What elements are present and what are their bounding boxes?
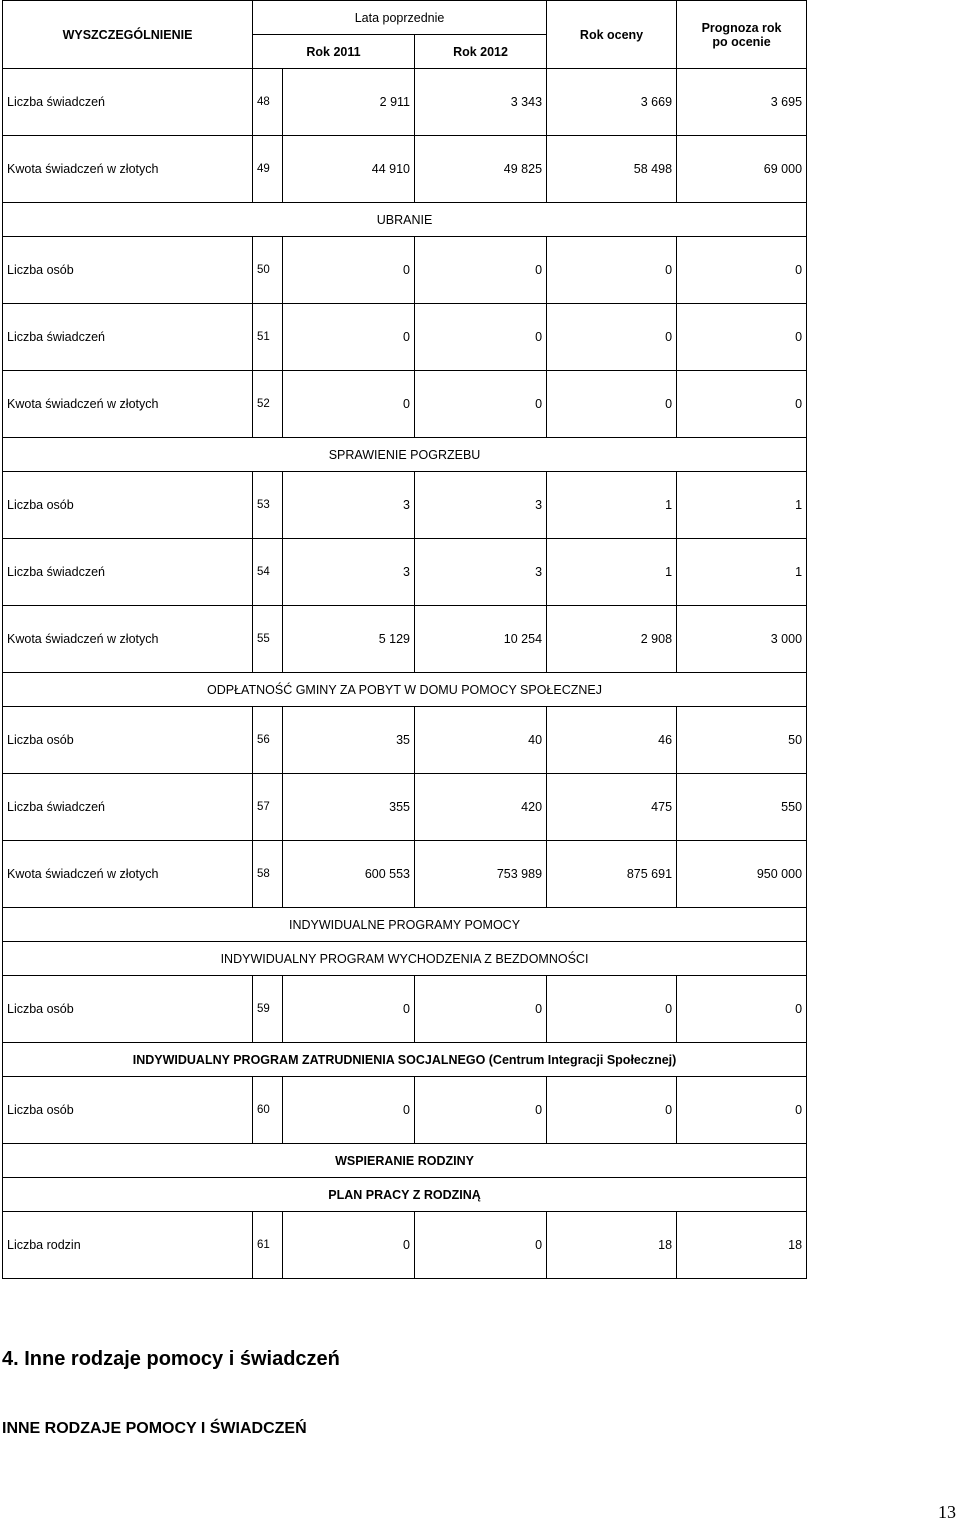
value-2012: 0 (415, 304, 547, 371)
row-label: Kwota świadczeń w złotych (3, 371, 253, 438)
value-2011: 35 (283, 707, 415, 774)
value-2012: 0 (415, 1077, 547, 1144)
table-row (3, 976, 807, 1043)
value-forecast: 0 (677, 371, 807, 438)
section-row (3, 942, 807, 976)
row-label: Liczba osób (3, 237, 253, 304)
header-forecast-line2: po ocenie (712, 34, 771, 49)
value-rating-year: 1 (547, 472, 677, 539)
row-code: 58 (253, 841, 283, 908)
row-code: 50 (253, 237, 283, 304)
value-rating-year: 475 (547, 774, 677, 841)
value-2011: 0 (283, 1077, 415, 1144)
value-forecast: 18 (677, 1212, 807, 1279)
section-title: WSPIERANIE RODZINY (3, 1144, 807, 1178)
value-forecast: 0 (677, 237, 807, 304)
value-forecast: 0 (677, 976, 807, 1043)
section-heading: 4. Inne rodzaje pomocy i świadczeń (2, 1348, 340, 1370)
table-row (3, 539, 807, 606)
value-2011: 600 553 (283, 841, 415, 908)
row-code: 61 (253, 1212, 283, 1279)
value-rating-year: 875 691 (547, 841, 677, 908)
row-code: 52 (253, 371, 283, 438)
value-2011: 0 (283, 1212, 415, 1279)
header-forecast (677, 1, 807, 69)
sub-heading: INNE RODZAJE POMOCY I ŚWIADCZEŃ (2, 1420, 307, 1437)
value-forecast: 950 000 (677, 841, 807, 908)
header-year-2012: Rok 2012 (415, 35, 547, 69)
table-row (3, 371, 807, 438)
value-2011: 0 (283, 976, 415, 1043)
value-rating-year: 0 (547, 1077, 677, 1144)
value-2011: 3 (283, 472, 415, 539)
section-title: INDYWIDUALNY PROGRAM ZATRUDNIENIA SOCJALNEGO (Centrum Integracji Społecznej) (3, 1043, 807, 1077)
value-rating-year: 2 908 (547, 606, 677, 673)
row-code: 49 (253, 136, 283, 203)
value-2011: 44 910 (283, 136, 415, 203)
section-row (3, 1178, 807, 1212)
value-2012: 0 (415, 1212, 547, 1279)
value-forecast: 3 000 (677, 606, 807, 673)
statistics-table (2, 0, 807, 1279)
value-2012: 49 825 (415, 136, 547, 203)
value-forecast: 550 (677, 774, 807, 841)
row-label: Liczba osób (3, 976, 253, 1043)
row-code: 56 (253, 707, 283, 774)
table-row (3, 237, 807, 304)
section-row (3, 673, 807, 707)
row-label: Liczba świadczeń (3, 69, 253, 136)
value-2011: 0 (283, 371, 415, 438)
value-2011: 0 (283, 304, 415, 371)
section-title: ODPŁATNOŚĆ GMINY ZA POBYT W DOMU POMOCY SPOŁECZNEJ (3, 673, 807, 707)
row-code: 48 (253, 69, 283, 136)
row-code: 51 (253, 304, 283, 371)
value-rating-year: 1 (547, 539, 677, 606)
header-previous-years: Lata poprzednie (253, 1, 547, 35)
table-row (3, 136, 807, 203)
value-2012: 3 343 (415, 69, 547, 136)
header-forecast-line1: Prognoza rok (701, 20, 782, 35)
table-row (3, 1212, 807, 1279)
value-2011: 0 (283, 237, 415, 304)
table-row (3, 707, 807, 774)
row-label: Kwota świadczeń w złotych (3, 136, 253, 203)
section-title: INDYWIDUALNY PROGRAM WYCHODZENIA Z BEZDOMNOŚCI (3, 942, 807, 976)
row-code: 59 (253, 976, 283, 1043)
row-label: Liczba osób (3, 1077, 253, 1144)
row-label: Liczba świadczeń (3, 539, 253, 606)
value-2012: 10 254 (415, 606, 547, 673)
row-label: Kwota świadczeń w złotych (3, 606, 253, 673)
row-label: Kwota świadczeń w złotych (3, 841, 253, 908)
table-row (3, 472, 807, 539)
value-2012: 753 989 (415, 841, 547, 908)
header-rating-year: Rok oceny (547, 1, 677, 69)
value-forecast: 50 (677, 707, 807, 774)
value-rating-year: 0 (547, 371, 677, 438)
row-label: Liczba osób (3, 472, 253, 539)
table-row (3, 606, 807, 673)
value-2012: 0 (415, 976, 547, 1043)
section-row (3, 1043, 807, 1077)
value-rating-year: 58 498 (547, 136, 677, 203)
value-2011: 355 (283, 774, 415, 841)
row-code: 57 (253, 774, 283, 841)
value-forecast: 1 (677, 472, 807, 539)
section-title: PLAN PRACY Z RODZINĄ (3, 1178, 807, 1212)
value-2012: 40 (415, 707, 547, 774)
row-code: 55 (253, 606, 283, 673)
page-number: 13 (938, 1502, 956, 1522)
value-2012: 0 (415, 237, 547, 304)
value-2012: 0 (415, 371, 547, 438)
section-title: SPRAWIENIE POGRZEBU (3, 438, 807, 472)
row-label: Liczba rodzin (3, 1212, 253, 1279)
section-title: UBRANIE (3, 203, 807, 237)
value-rating-year: 18 (547, 1212, 677, 1279)
section-row (3, 1144, 807, 1178)
value-forecast: 69 000 (677, 136, 807, 203)
table-row (3, 1077, 807, 1144)
header-year-2011: Rok 2011 (253, 35, 415, 69)
section-row (3, 908, 807, 942)
value-forecast: 0 (677, 304, 807, 371)
value-2011: 3 (283, 539, 415, 606)
table-row (3, 304, 807, 371)
value-2011: 2 911 (283, 69, 415, 136)
table-row (3, 69, 807, 136)
value-2012: 3 (415, 472, 547, 539)
section-row (3, 438, 807, 472)
value-forecast: 3 695 (677, 69, 807, 136)
value-forecast: 1 (677, 539, 807, 606)
value-rating-year: 0 (547, 976, 677, 1043)
section-title: INDYWIDUALNE PROGRAMY POMOCY (3, 908, 807, 942)
value-2012: 3 (415, 539, 547, 606)
value-2011: 5 129 (283, 606, 415, 673)
section-row (3, 203, 807, 237)
value-rating-year: 3 669 (547, 69, 677, 136)
row-label: Liczba świadczeń (3, 304, 253, 371)
row-label: Liczba osób (3, 707, 253, 774)
value-rating-year: 46 (547, 707, 677, 774)
row-code: 60 (253, 1077, 283, 1144)
value-forecast: 0 (677, 1077, 807, 1144)
row-code: 54 (253, 539, 283, 606)
header-row-1 (3, 1, 807, 35)
row-label: Liczba świadczeń (3, 774, 253, 841)
value-rating-year: 0 (547, 304, 677, 371)
table-row (3, 841, 807, 908)
value-rating-year: 0 (547, 237, 677, 304)
value-2012: 420 (415, 774, 547, 841)
table-row (3, 774, 807, 841)
row-code: 53 (253, 472, 283, 539)
header-description: WYSZCZEGÓLNIENIE (3, 1, 253, 69)
